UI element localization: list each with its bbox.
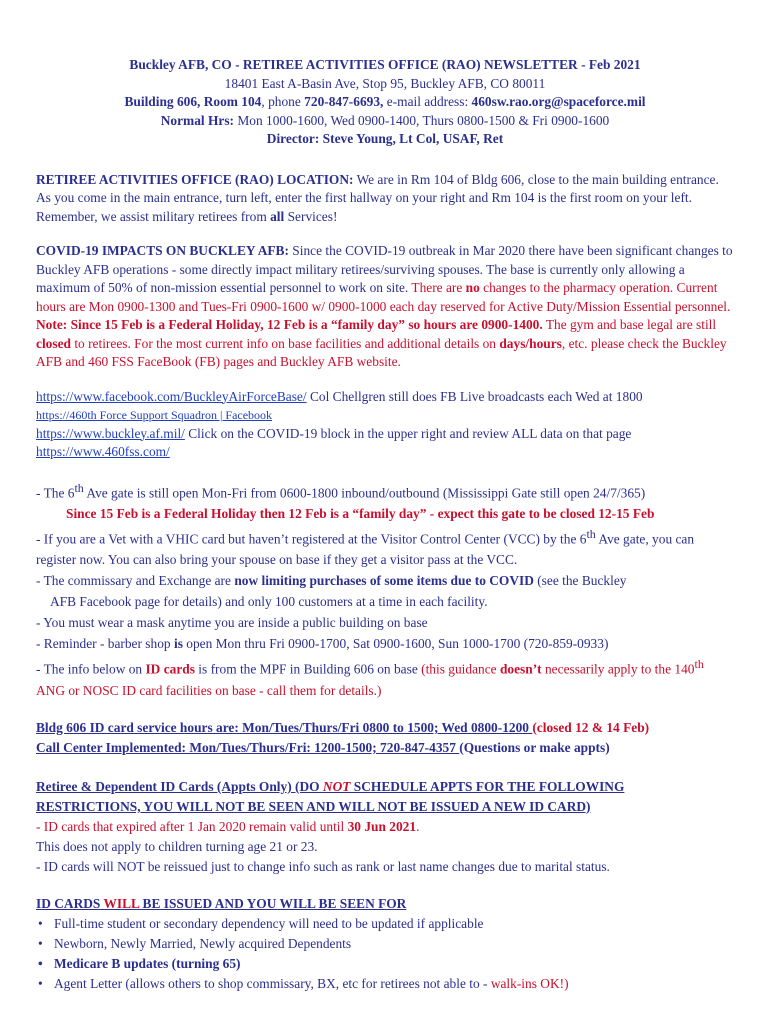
issued-h-pre: ID CARDS bbox=[36, 895, 104, 911]
location-all: all bbox=[270, 208, 285, 224]
bldg-hours-section bbox=[36, 718, 734, 758]
header-email: 460sw.rao.org@spaceforce.mil bbox=[471, 94, 646, 109]
buckley-note: Click on the COVID-19 block in the upper right and review ALL data on that page bbox=[184, 425, 632, 441]
expired-date: 30 Jun 2021 bbox=[347, 818, 417, 834]
location-heading: RETIREE ACTIVITIES OFFICE (RAO) LOCATION: bbox=[36, 171, 354, 187]
comm-pre: - The commissary and Exchange are bbox=[36, 573, 235, 589]
barber-post: open Mon thru Fri 0900-1700, Sat 0900-1600, Sun 1000-1700 (720-859-0933) bbox=[182, 636, 609, 652]
covid-no: no bbox=[465, 280, 480, 295]
hours-label: Normal Hrs: bbox=[160, 112, 235, 128]
barber-note bbox=[36, 633, 734, 654]
covid-info: to retirees. For the most current info on base facilities and additional details on bbox=[70, 335, 500, 351]
covid-facebook: , etc. please check the Buckley AFB and 460 FSS FaceBook (FB) pages and Buckley AFB website. bbox=[36, 335, 727, 369]
header-contact bbox=[36, 93, 734, 112]
list-item: • Medicare B updates (turning 65) bbox=[36, 954, 734, 974]
mask-note: - You must wear a mask anytime you are inside a public building on base bbox=[36, 615, 428, 631]
header-hours bbox=[36, 112, 734, 131]
covid-days-hours: days/hours bbox=[499, 335, 562, 351]
id-mid: is from the MPF in Building 606 on base bbox=[194, 661, 422, 677]
gate-post: Ave gate is still open Mon-Fri from 0600-1800 inbound/outbound (Mississippi Gate still open 24/7/365) bbox=[83, 484, 646, 500]
id-info-note bbox=[36, 654, 734, 700]
barber-is: is bbox=[173, 636, 183, 652]
comm-post1: (see the Buckley bbox=[533, 573, 627, 589]
header-director: Director: Steve Young, Lt Col, USAF, Ret bbox=[266, 131, 504, 146]
fss-facebook-link[interactable]: https://460th Force Support Squadron | Facebook bbox=[36, 408, 273, 422]
list-item bbox=[36, 974, 734, 994]
expired-cards-note bbox=[36, 817, 734, 837]
retiree-heading-cont: RESTRICTIONS, YOU WILL NOT BE SEEN AND WILL NOT BE ISSUED A NEW ID CARD) bbox=[36, 798, 591, 814]
covid-note: Note: Since 15 Feb is a Federal Holiday, 12 Feb is a “family day” so hours are 0900-1400. bbox=[36, 317, 543, 332]
vhic-pre: - If you are a Vet with a VHIC card but haven’t registered at the Visitor Control Center (VCC) by the 6 bbox=[36, 531, 587, 547]
buckley-website-link[interactable]: https://www.buckley.af.mil/ bbox=[36, 425, 185, 441]
bldg-line2-post: (Questions or make appts) bbox=[459, 739, 610, 755]
links-section bbox=[36, 388, 734, 462]
vhic-post: Ave gate, you can register now. You can also bring your spouse on base if they get a visitor pass at the VCC. bbox=[36, 531, 695, 568]
retiree-h1: Retiree & Dependent ID Cards (Appts Only) (DO bbox=[36, 778, 323, 794]
location-end: Services! bbox=[284, 208, 338, 224]
expired-end: . bbox=[416, 818, 420, 834]
phone-label: , phone bbox=[261, 94, 305, 109]
covid-closed: closed bbox=[36, 335, 71, 351]
call-center bbox=[36, 738, 734, 758]
list-item: • Newborn, Newly Married, Newly acquired Dependents bbox=[36, 934, 734, 954]
comm-bold: now limiting purchases of some items due to COVID bbox=[234, 573, 534, 589]
id-doesnt: doesn’t bbox=[499, 661, 542, 677]
id-pre: - The info below on bbox=[36, 661, 146, 677]
bldg-service-hours bbox=[36, 718, 734, 738]
bldg-line1: Bldg 606 ID card service hours are: Mon/Tues/Thurs/Fri 0800 to 1500; Wed 0800-1200 bbox=[36, 719, 533, 735]
id-red3: ANG or NOSC ID card facilities on base - call them for details.) bbox=[36, 682, 382, 698]
id-th: th bbox=[694, 657, 704, 672]
retiree-heading bbox=[36, 777, 734, 797]
gate-th: th bbox=[74, 480, 84, 495]
gate-note bbox=[36, 478, 734, 503]
facebook-note: Col Chellgren still does FB Live broadcasts each Wed at 1800 bbox=[306, 388, 643, 404]
covid-section bbox=[36, 242, 734, 372]
expired-pre: - ID cards that expired after 1 Jan 2020 remain valid until bbox=[36, 818, 348, 834]
covid-pharmacy: changes to the pharmacy operation. Current hours are Mon 0900-1300 and Tues-Fri 0900-1600 w/ 0900-1000 each day reserved for Active Duty/Mission Essential personnel. bbox=[36, 280, 731, 314]
header-phone: 720-847-6693, bbox=[304, 94, 384, 109]
fss-website-link[interactable]: https://www.460fss.com/ bbox=[36, 444, 170, 459]
header-building: Building 606, Room 104 bbox=[124, 94, 262, 109]
gate-pre: - The 6 bbox=[36, 484, 75, 500]
issued-heading bbox=[36, 894, 734, 914]
commissary-note bbox=[36, 570, 734, 591]
location-section bbox=[36, 171, 734, 227]
list-item: • Full-time student or secondary dependency will need to be updated if applicable bbox=[36, 914, 734, 934]
issued-section bbox=[36, 894, 734, 994]
hours-text: Mon 1000-1600, Wed 0900-1400, Thurs 0800-1500 & Fri 0900-1600 bbox=[234, 112, 610, 128]
issued-will: WILL bbox=[103, 895, 140, 911]
covid-heading: COVID-19 IMPACTS ON BUCKLEY AFB: bbox=[36, 243, 289, 258]
newsletter-header bbox=[36, 0, 734, 149]
covid-text: Since the COVID-19 outbreak in Mar 2020 there have been significant changes to Buckley AFB operations - some directly impact military retirees/surviving spouses. The base is currently only allowing a maximum of 50% of non-mission essential personnel to work on site. bbox=[36, 243, 733, 295]
children-note: This does not apply to children turning age 21 or 23. bbox=[36, 838, 318, 854]
walkins-ok: walk-ins OK!) bbox=[490, 975, 569, 991]
agent-letter: Agent Letter (allows others to shop commissary, BX, etc for retirees not able to - bbox=[54, 975, 491, 991]
email-label: e-mail address: bbox=[383, 94, 472, 109]
retiree-id-section bbox=[36, 777, 734, 877]
issued-list bbox=[36, 914, 734, 994]
id-red1: (this guidance bbox=[421, 661, 500, 677]
header-address: 18401 East A-Basin Ave, Stop 95, Buckley AFB, CO 80011 bbox=[224, 75, 546, 91]
vhic-note bbox=[36, 524, 734, 570]
vhic-th: th bbox=[586, 526, 596, 541]
bldg-line2: Call Center Implemented: Mon/Tues/Thurs/Fri: 1200-1500; 720-847-4357 bbox=[36, 739, 460, 755]
barber-pre: - Reminder - barber shop bbox=[36, 636, 174, 652]
notes-section bbox=[36, 478, 734, 701]
id-bold: ID cards bbox=[145, 661, 195, 677]
facebook-link[interactable]: https://www.facebook.com/BuckleyAirForceBase/ bbox=[36, 388, 307, 404]
reissue-note: - ID cards will NOT be reissued just to change info such as rank or last name changes due to marital status. bbox=[36, 858, 610, 874]
issued-h-post: BE ISSUED AND YOU WILL BE SEEN FOR bbox=[139, 895, 407, 911]
covid-gym: The gym and base legal are still bbox=[542, 317, 717, 332]
id-red2: necessarily apply to the 140 bbox=[541, 661, 695, 677]
bldg-closed: (closed 12 & 14 Feb) bbox=[532, 719, 650, 735]
commissary-note-cont: AFB Facebook page for details) and only 100 customers at a time in each facility. bbox=[50, 594, 488, 610]
covid-there-are: There are bbox=[411, 280, 466, 295]
gate-holiday-note: Since 15 Feb is a Federal Holiday then 12 Feb is a “family day” - expect this gate to be closed 12-15 Feb bbox=[66, 505, 655, 521]
header-title: Buckley AFB, CO - RETIREE ACTIVITIES OFFICE (RAO) NEWSLETTER - Feb 2021 bbox=[129, 57, 641, 72]
location-text: We are in Rm 104 of Bldg 606, close to the main building entrance. As you come in the main entrance, turn left, enter the first hallway on your right and Rm 104 is the first room on your left. Remember, we assist military retirees from bbox=[36, 171, 719, 224]
retiree-h2: SCHEDULE APPTS FOR THE FOLLOWING bbox=[350, 778, 625, 794]
retiree-not: NOT bbox=[322, 778, 351, 794]
